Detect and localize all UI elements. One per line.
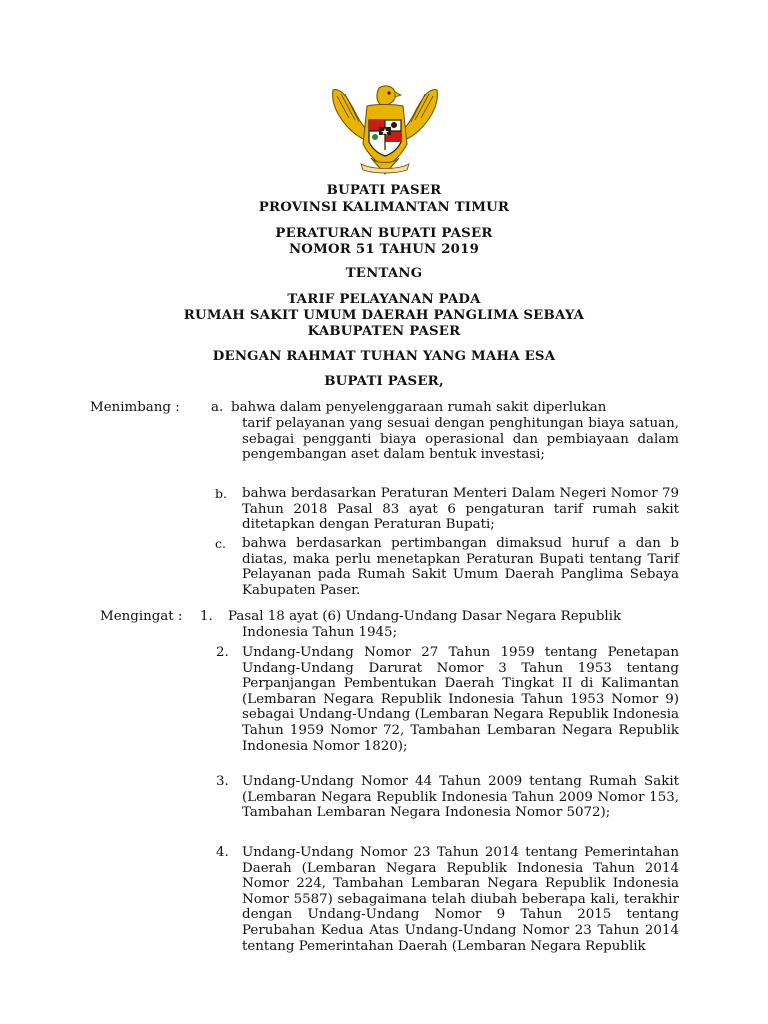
- mengingat-item-3-marker: 3.: [216, 774, 229, 789]
- invocation-line: DENGAN RAHMAT TUHAN YANG MAHA ESA: [212, 349, 556, 364]
- subject-line-1: TARIF PELAYANAN PADA: [287, 292, 481, 307]
- regulation-title: PERATURAN BUPATI PASER: [275, 226, 493, 241]
- mengingat-item-1-marker: 1.: [200, 609, 213, 624]
- subject-line-2: RUMAH SAKIT UMUM DAERAH PANGLIMA SEBAYA: [183, 308, 585, 323]
- menimbang-item-b-text: bahwa berdasarkan Peraturan Menteri Dalam Negeri Nomor 79 Tahun 2018 Pasal 83 ayat 6 pengaturan tarif rumah sakit ditetapkan dengan Peraturan Bupati;: [242, 486, 679, 533]
- mengingat-item-4-marker: 4.: [216, 845, 229, 860]
- garuda-emblem-icon: [327, 84, 443, 176]
- mengingat-item-3-text: Undang-Undang Nomor 44 Tahun 2009 tentang Rumah Sakit (Lembaran Negara Republik Indonesia Tahun 2009 Nomor 153, Tambahan Lembaran Negara Indonesia Nomor 5072);: [242, 774, 679, 821]
- mengingat-item-2-text: Undang-Undang Nomor 27 Tahun 1959 tentang Penetapan Undang-Undang Darurat Nomor 3 Tahun 1953 tentang Perpanjangan Pembentukan Daerah Tingkat II di Kalimantan (Lembaran Negara Republik Indonesia Tahun 1953 Nomor 9) sebagai Undang-Undang (Lembaran Negara Republik Indonesia Tahun 1959 Nomor 72, Tambahan Lembaran Negara Republik Indonesia Nomor 1820);: [242, 645, 679, 754]
- menimbang-item-b-marker: b.: [215, 486, 227, 501]
- header-line-1: BUPATI PASER: [326, 183, 442, 198]
- menimbang-item-a-marker: a.: [211, 400, 224, 415]
- menimbang-item-a-line1: bahwa dalam penyelenggaraan rumah sakit diperlukan: [231, 400, 607, 415]
- authority-line: BUPATI PASER,: [324, 374, 444, 389]
- mengingat-item-1-text: Indonesia Tahun 1945;: [242, 625, 398, 640]
- about-heading: TENTANG: [345, 266, 423, 281]
- mengingat-label: Mengingat :: [100, 609, 183, 624]
- mengingat-item-2-marker: 2.: [216, 645, 229, 660]
- header-line-2: PROVINSI KALIMANTAN TIMUR: [258, 200, 510, 215]
- menimbang-item-c-text: bahwa berdasarkan pertimbangan dimaksud huruf a dan b diatas, maka perlu menetapkan Peraturan Bupati tentang Tarif Pelayanan pada Rumah Sakit Umum Daerah Panglima Sebaya Kabupaten Paser.: [242, 536, 679, 598]
- menimbang-item-c-marker: c.: [215, 536, 226, 551]
- mengingat-item-4-text: Undang-Undang Nomor 23 Tahun 2014 tentang Pemerintahan Daerah (Lembaran Negara Republik Indonesia Tahun 2014 Nomor 224, Tambahan Lembaran Negara Republik Indonesia Nomor 5587) sebagaimana telah diubah beberapa kali, terakhir dengan Undang-Undang Nomor 9 Tahun 2015 tentang Perubahan Kedua Atas Undang-Undang Nomor 23 Tahun 2014 tentang Pemerintahan Daerah (Lembaran Negara Republik: [242, 845, 679, 954]
- mengingat-item-1-line1: Pasal 18 ayat (6) Undang-Undang Dasar Negara Republik: [228, 609, 622, 624]
- subject-line-3: KABUPATEN PASER: [307, 324, 461, 339]
- menimbang-label: Menimbang :: [90, 400, 180, 415]
- menimbang-item-a-text: tarif pelayanan yang sesuai dengan penghitungan biaya satuan, sebagai pengganti biaya operasional dan pembiayaan dalam pengembangan aset dalam bentuk investasi;: [242, 416, 679, 463]
- regulation-number: NOMOR 51 TAHUN 2019: [288, 242, 480, 257]
